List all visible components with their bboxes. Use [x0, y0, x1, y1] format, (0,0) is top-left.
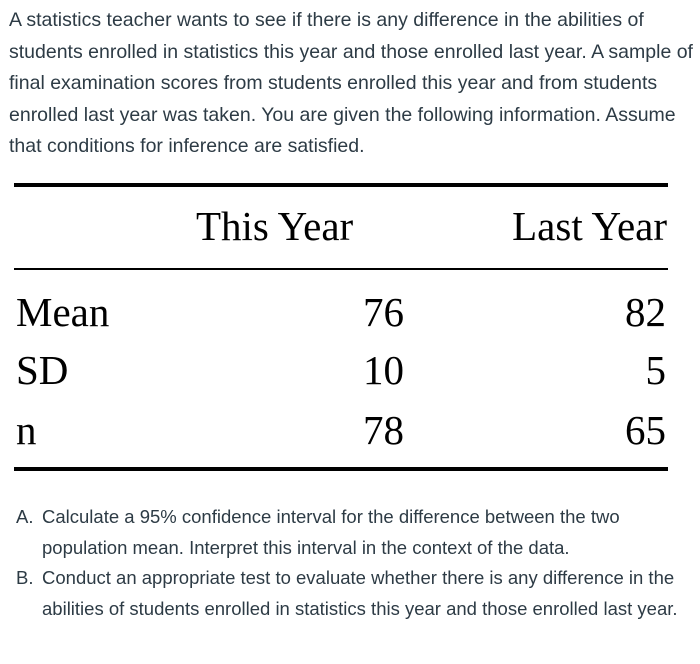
question-marker: A.	[16, 506, 34, 527]
n-this-year: 78	[363, 407, 404, 453]
question-item	[16, 502, 692, 563]
question-marker: B.	[16, 567, 34, 588]
question-item	[16, 563, 692, 624]
row-label-sd: SD	[16, 347, 69, 393]
row-label-n: n	[16, 407, 37, 453]
sd-last-year: 5	[645, 347, 666, 393]
sd-this-year: 10	[363, 347, 404, 393]
question-text: Conduct an appropriate test to evaluate whether there is any difference in the abilities of students enrolled in statistics this year and those enrolled last year.	[42, 567, 678, 619]
mean-last-year: 82	[625, 289, 666, 335]
header-last-year: Last Year	[512, 203, 667, 249]
header-this-year: This Year	[196, 203, 354, 249]
mean-this-year: 76	[363, 289, 404, 335]
question-list	[16, 502, 692, 624]
table-header-rule	[14, 268, 668, 270]
table-bottom-rule	[14, 467, 668, 471]
n-last-year: 65	[625, 407, 666, 453]
problem-intro: A statistics teacher wants to see if there is any difference in the abilities of students enrolled in statistics this year and those enrolled last year. A sample of final examination scores from students enrolled this year and from students enrolled last year was taken. You are given the following information. Assume that conditions for inference are satisfied.	[9, 9, 693, 157]
question-text: Calculate a 95% confidence interval for the difference between the two population mean. Interpret this interval in the context of the data.	[42, 506, 620, 558]
table-top-rule	[14, 183, 668, 187]
row-label-mean: Mean	[16, 289, 110, 335]
